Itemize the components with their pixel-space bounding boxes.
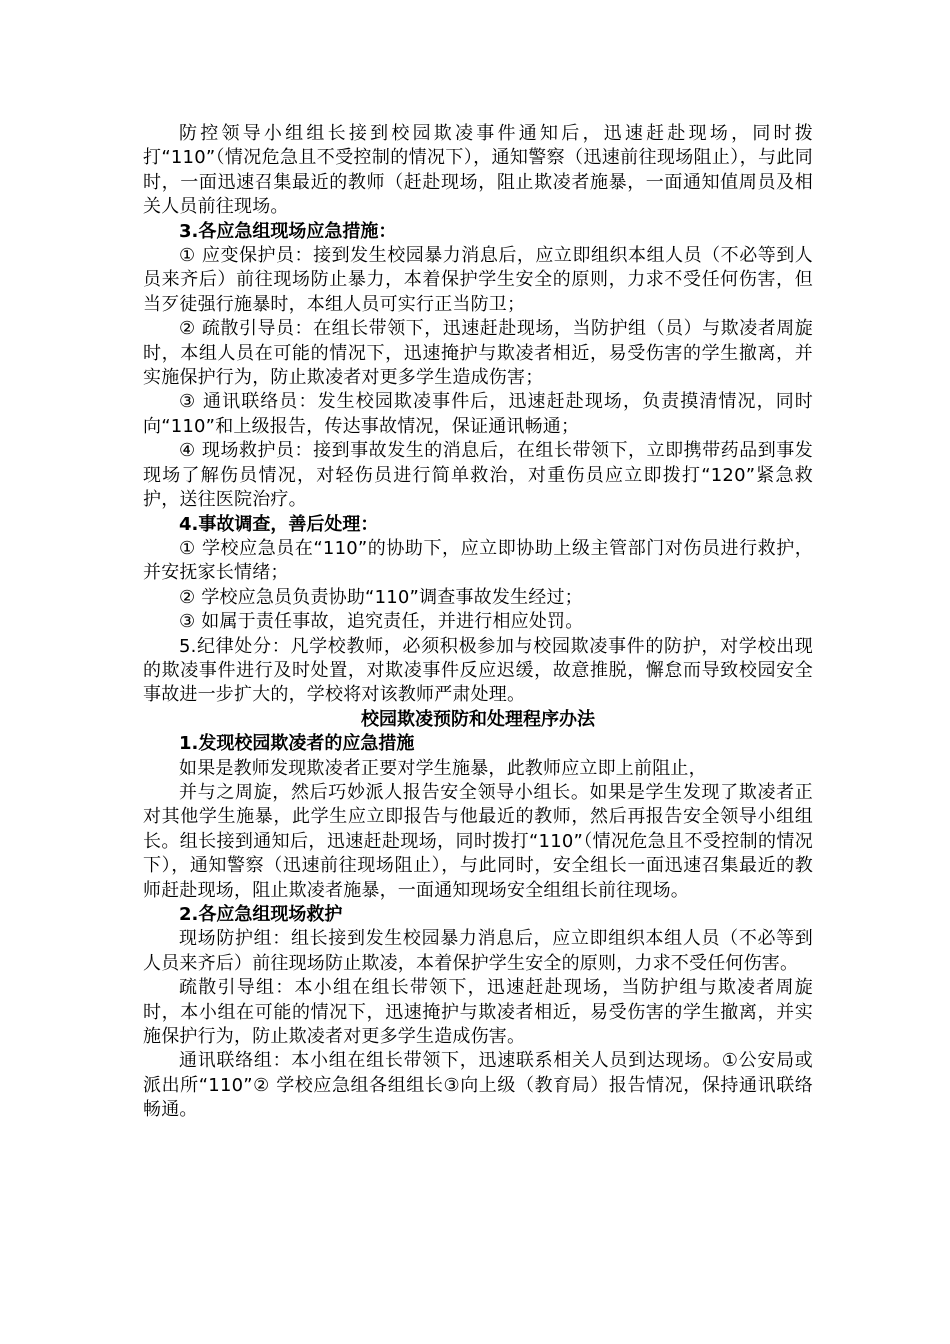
paragraph: ① 学校应急员在“110”的协助下，应立即协助上级主管部门对伤员进行救护，并安抚家长情绪； xyxy=(143,537,813,584)
paragraph: ② 疏散引导员：在组长带领下，迅速赶赴现场，当防护组（员）与欺凌者周旋时，本组人员在可能的情况下，迅速掩护与欺凌者相近，易受伤害的学生撤离，并实施保护行为，防止欺凌者对更多学生造成伤害； xyxy=(143,318,813,389)
paragraph: 防控领导小组组长接到校园欺凌事件通知后，迅速赶赴现场，同时拨打“110”（情况危急且不受控制的情况下），通知警察（迅速前往现场阻止），与此同时，一面迅速召集最近的教师（赶赴现场，阻止欺凌者施暴，一面通知值周员及相关人员前往现场。 xyxy=(143,123,813,218)
paragraph: ④ 现场救护员：接到事故发生的消息后，在组长带领下，立即携带药品到事发现场了解伤员情况，对轻伤员进行简单救治，对重伤员应立即拨打“120”紧急救护，送往医院治疗。 xyxy=(143,440,813,511)
document-title: 校园欺凌预防和处理程序办法 xyxy=(361,708,595,730)
paragraph: ② 学校应急员负责协助“110”调查事故发生经过； xyxy=(179,586,583,608)
paragraph: ① 应变保护员：接到发生校园暴力消息后，应立即组织本组人员（不必等到人员来齐后）前往现场防止暴力，本着保护学生安全的原则，力求不受任何伤害，但当歹徒强行施暴时，本组人员可实行正当防卫； xyxy=(143,245,813,315)
section-heading: 3.各应急组现场应急措施： xyxy=(179,220,397,242)
document-body xyxy=(143,122,813,1123)
section-heading: 2.各应急组现场救护 xyxy=(179,904,343,925)
paragraph: 疏散引导组：本小组在组长带领下，迅速赶赴现场，当防护组与欺凌者周旋时，本小组在可能的情况下，迅速掩护与欺凌者相近，易受伤害的学生撤离，并实施保护行为，防止欺凌者对更多学生造成伤害。 xyxy=(143,977,813,1048)
paragraph: 现场防护组：组长接到发生校园暴力消息后，应立即组织本组人员（不必等到人员来齐后）前往现场防止欺凌，本着保护学生安全的原则，力求不受任何伤害。 xyxy=(143,928,813,974)
paragraph: 通讯联络组：本小组在组长带领下，迅速联系相关人员到达现场。①公安局或派出所“110”② 学校应急组各组组长③向上级（教育局）报告情况，保持通讯联络畅通。 xyxy=(143,1050,813,1121)
paragraph: 并与之周旋，然后巧妙派人报告安全领导小组长。如果是学生发现了欺凌者正对其他学生施暴，此学生应立即报告与他最近的教师，然后再报告安全领导小组组长。组长接到通知后，迅速赶赴现场，同时拨打“110”（情况危急且不受控制的情况下），通知警察（迅速前往现场阻止），与此同时，安全组长一面迅速召集最近的教师赶赴现场，阻止欺凌者施暴，一面通知现场安全组组长前往现场。 xyxy=(143,781,813,901)
section-heading: 1.发现校园欺凌者的应急措施 xyxy=(179,733,415,755)
section-heading: 4.事故调查，善后处理： xyxy=(179,513,379,535)
paragraph: 5.纪律处分：凡学校教师，必须积极参加与校园欺凌事件的防护，对学校出现的欺凌事件进行及时处置，对欺凌事件反应迟缓，故意推脱，懈怠而导致校园安全事故进一步扩大的，学校将对该教师严肃处理。 xyxy=(143,635,813,706)
paragraph: ③ 如属于责任事故，追究责任，并进行相应处罚。 xyxy=(179,611,584,633)
paragraph: 如果是教师发现欺凌者正要对学生施暴，此教师应立即上前阻止， xyxy=(179,757,707,779)
paragraph: ③ 通讯联络员：发生校园欺凌事件后，迅速赶赴现场，负责摸清情况，同时向“110”和上级报告，传达事故情况，保证通讯畅通； xyxy=(143,391,813,437)
